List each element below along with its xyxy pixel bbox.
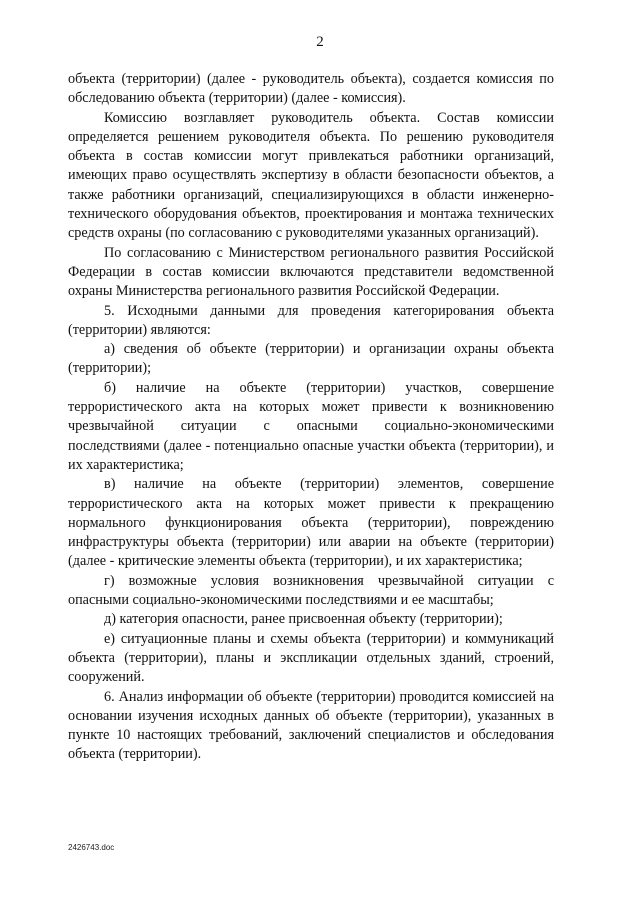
paragraph-item-5b: б) наличие на объекте (территории) участков, совершение террористического акта на которых может привести к возникновению чрезвычайной ситуации с опасными социально-экономическими последствиями (далее - потенциально опасные участки объекта (территории), и их характеристика; <box>68 379 554 473</box>
footer-file-name: 2426743.doc <box>68 843 115 852</box>
document-body <box>68 70 554 765</box>
paragraph-continuation: объекта (территории) (далее - руководитель объекта), создается комиссия по обследованию объекта (территории) (далее - комиссия). <box>68 71 554 107</box>
paragraph-item-5a: а) сведения об объекте (территории) и организации охраны объекта (территории); <box>68 341 554 377</box>
paragraph-item-5v: в) наличие на объекте (территории) элементов, совершение террористического акта на которых может привести к прекращению нормального функционирования объекта (территории), повреждению инфраструктуры объекта (территории) или аварии на объекте (территории) (далее - критические элементы объекта (территории), и их характеристика; <box>68 476 554 570</box>
page-number: 2 <box>316 34 324 50</box>
paragraph-item-5e: е) ситуационные планы и схемы объекта (территории) и коммуникаций объекта (территории), планы и экспликации отдельных зданий, строений, сооружений. <box>68 630 554 686</box>
paragraph-item-6: 6. Анализ информации об объекте (территории) проводится комиссией на основании изучения исходных данных об объекте (территории), указанных в пункте 10 настоящих требований, заключений специалистов и обследования объекта (территории). <box>68 688 554 763</box>
paragraph-commission-head: Комиссию возглавляет руководитель объекта. Состав комиссии определяется решением руководителя объекта. По решению руководителя объекта в состав комиссии могут привлекаться работники организаций, имеющих право осуществлять экспертизу в области безопасности объектов, а также работники организаций, специализирующихся в области инженерно-технического оборудования объектов, проектирования и монтажа технических средств охраны (по согласованию с руководителями указанных организаций). <box>68 109 554 242</box>
paragraph-item-5g: г) возможные условия возникновения чрезвычайной ситуации с опасными социально-экономическими последствиями и ее масштабы; <box>68 572 554 609</box>
paragraph-item-5: 5. Исходными данными для проведения категорирования объекта (территории) являются: <box>68 302 554 338</box>
paragraph-item-5d: д) категория опасности, ранее присвоенная объекту (территории); <box>104 611 503 628</box>
paragraph-ministry-agreement: По согласованию с Министерством регионального развития Российской Федерации в состав комиссии включаются представители ведомственной охраны Министерства регионального развития Российской Федерации. <box>68 244 554 300</box>
